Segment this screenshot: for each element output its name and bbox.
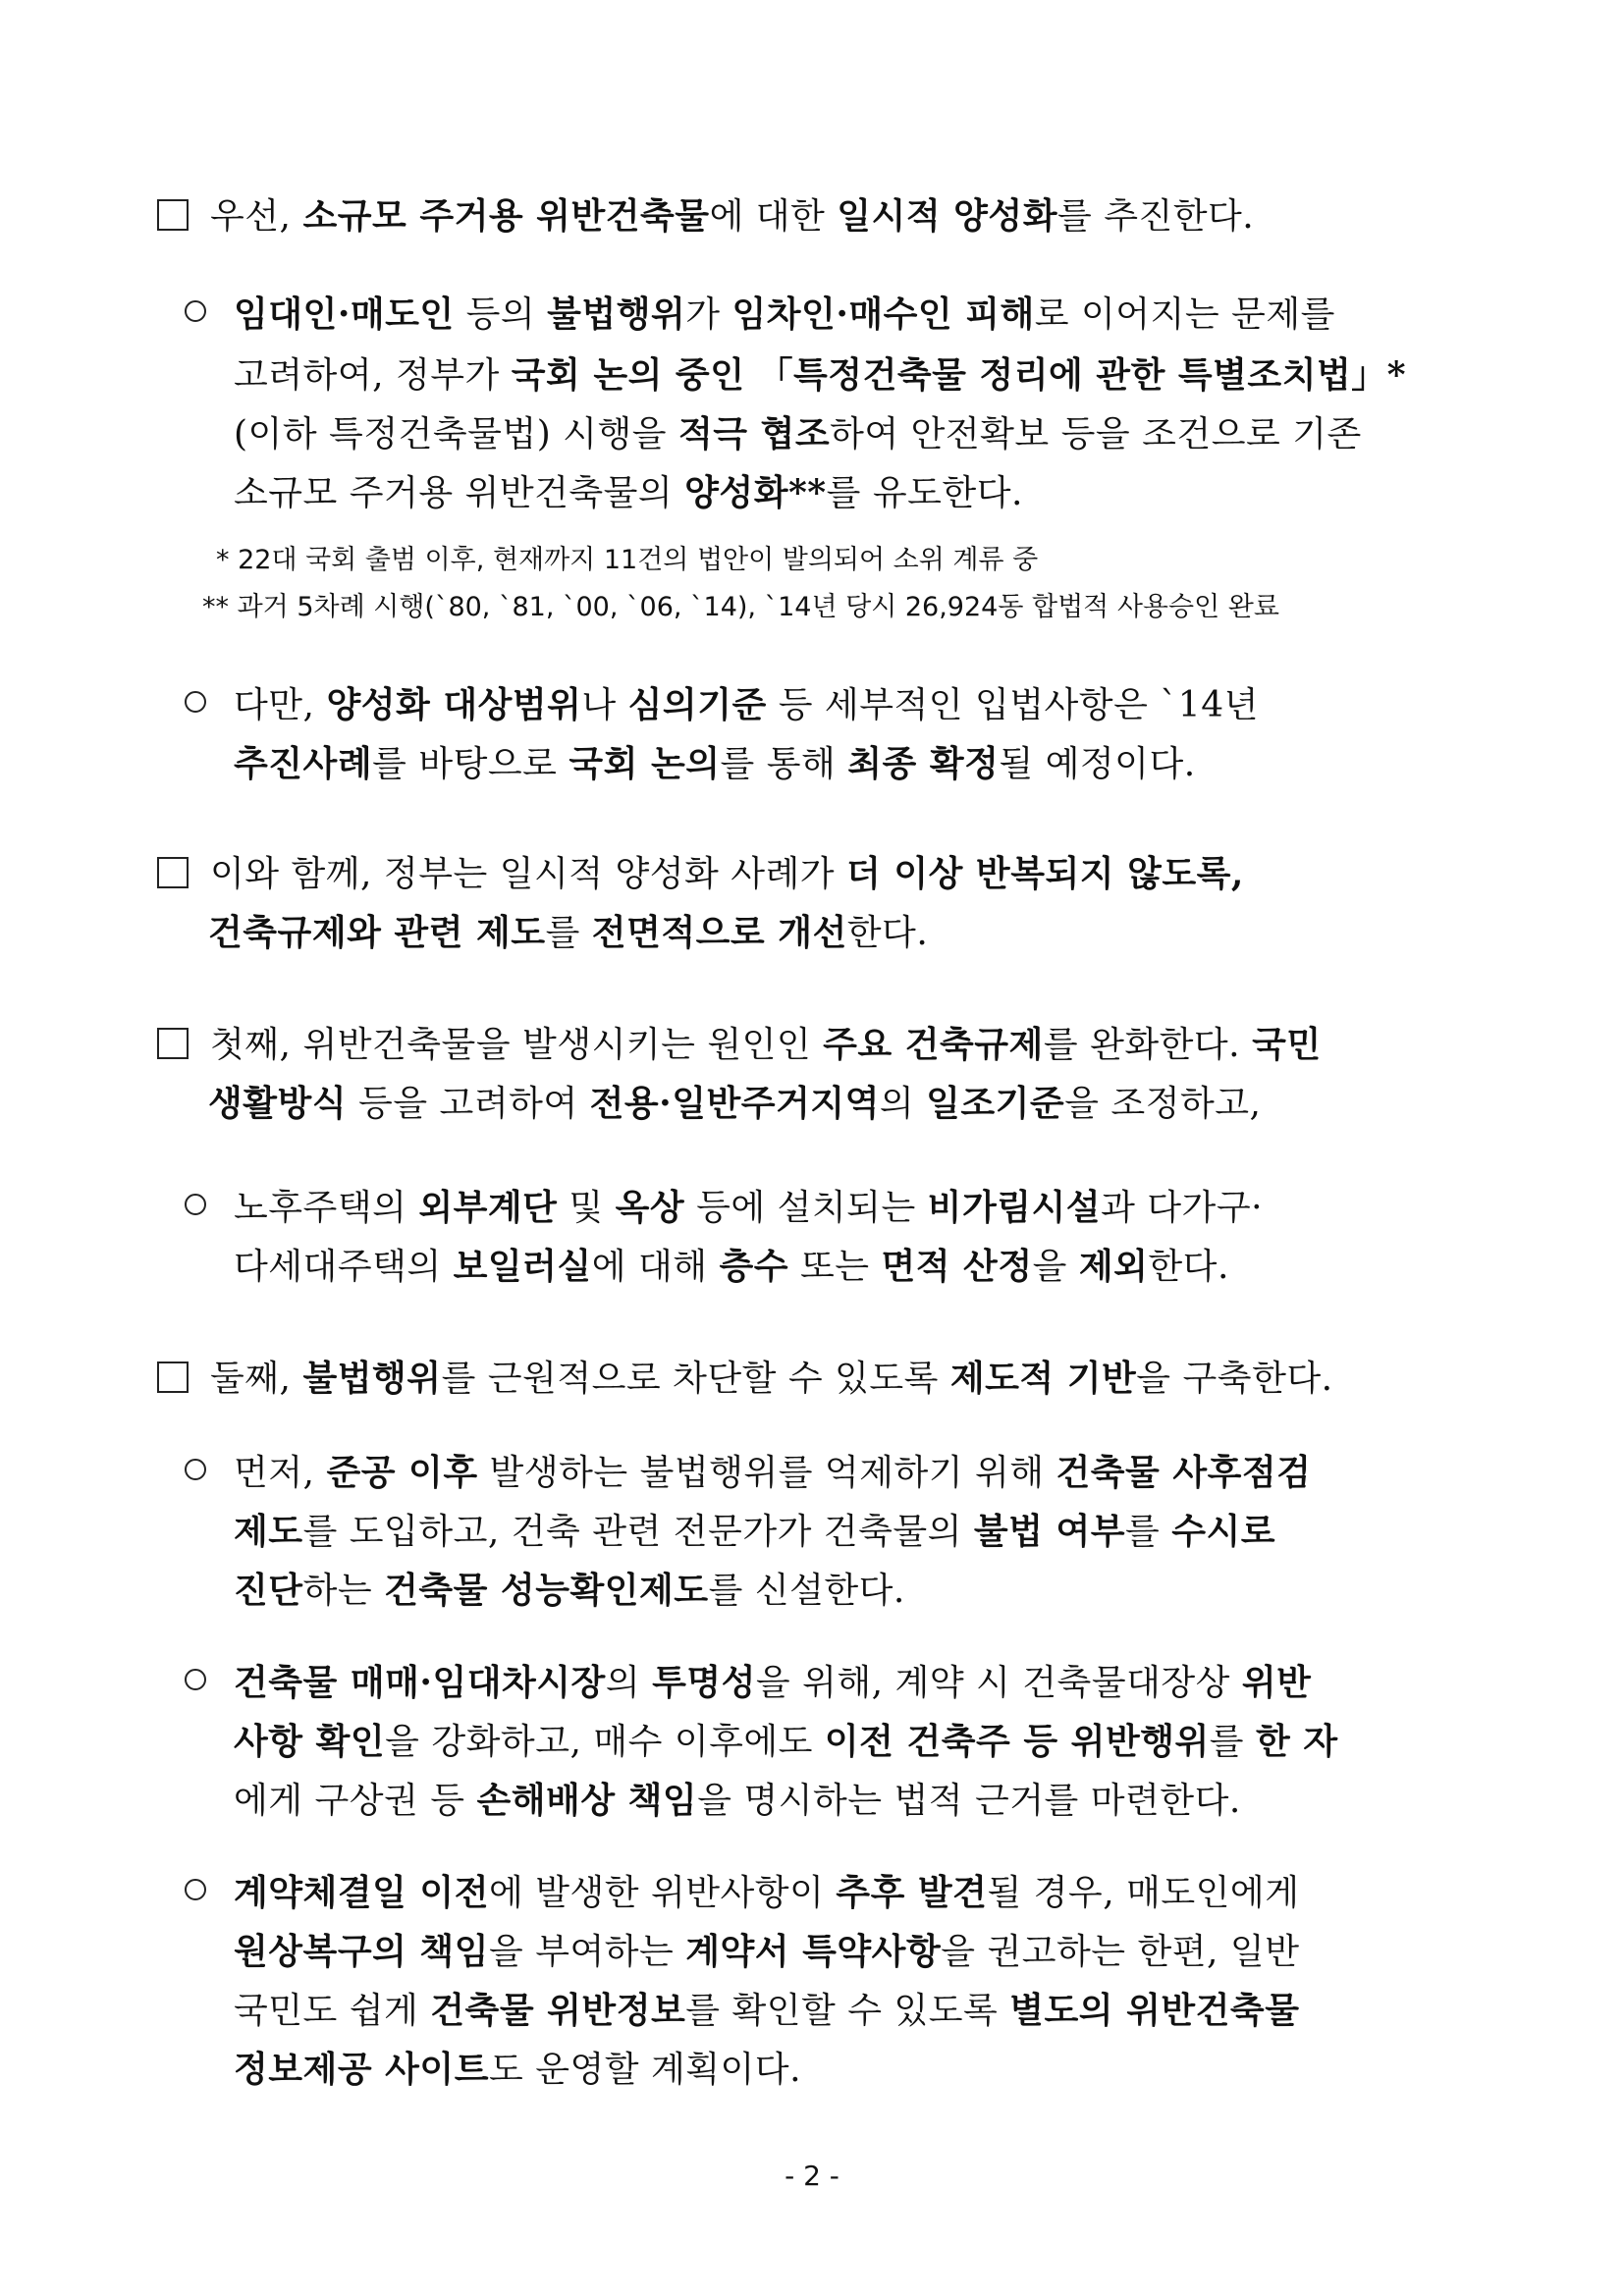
bold-text-run: 면적 산정 bbox=[881, 1246, 1033, 1287]
text-run: 에 대해 bbox=[591, 1247, 720, 1287]
bold-text-run: 불법행위 bbox=[302, 1358, 442, 1399]
bold-text-run: 한 자 bbox=[1256, 1721, 1338, 1762]
line-text bbox=[210, 1359, 1333, 1399]
text-run: 소규모 주거용 위반건축물의 bbox=[234, 473, 685, 513]
bold-text-run: 임차인·매수인 피해 bbox=[731, 294, 1035, 335]
text-run: 의 bbox=[605, 1663, 653, 1703]
bold-text-run: 준공 이후 bbox=[326, 1452, 478, 1493]
bold-text-run: 심의기준 bbox=[627, 684, 767, 725]
bold-text-run: 임대인·매도인 bbox=[234, 294, 455, 335]
bold-text-run: 국회 논의 bbox=[568, 743, 721, 784]
text-run: 둘째, bbox=[210, 1359, 303, 1399]
text-run: 을 부여하는 bbox=[488, 1932, 686, 1972]
bold-text-run: 불법행위 bbox=[547, 294, 686, 335]
line-text bbox=[234, 1991, 1299, 2031]
paragraph-line bbox=[234, 1243, 1229, 1291]
text-run: 을 강화하고, 매수 이후에도 bbox=[385, 1722, 825, 1762]
bold-text-run: 수시로 bbox=[1171, 1511, 1276, 1552]
text-run: 을 조정하고, bbox=[1064, 1084, 1262, 1124]
text-run: 를 도입하고, 건축 관련 전문가가 건축물의 bbox=[302, 1512, 974, 1552]
bold-text-run: 계약서 특약사항 bbox=[685, 1931, 942, 1972]
bold-text-run: 보일러실 bbox=[453, 1246, 592, 1287]
paragraph-line bbox=[185, 1184, 1263, 1232]
bold-text-run: 손해배상 책임 bbox=[476, 1780, 698, 1821]
line-text bbox=[234, 1781, 1241, 1821]
bold-text-run: 건축물 성능확인제도 bbox=[384, 1570, 709, 1611]
line-text bbox=[234, 1512, 1275, 1552]
paragraph-line bbox=[157, 1021, 1322, 1069]
paragraph-line bbox=[234, 1777, 1241, 1825]
paragraph-line bbox=[234, 740, 1196, 788]
footnote: ** 과거 5차례 시행(`80, `81, `00, `06, `14), `14년 당시 26,924동 합법적 사용승인 완료 bbox=[202, 592, 1279, 622]
line-text bbox=[234, 1188, 1263, 1228]
paragraph-line bbox=[185, 1449, 1311, 1497]
text-run: 고려하여, 정부가 bbox=[234, 355, 512, 396]
text-run: 을 위해, 계약 시 건축물대장상 bbox=[755, 1663, 1242, 1703]
line-text bbox=[234, 1873, 1299, 1913]
square-bullet-icon bbox=[157, 199, 189, 231]
text-run: 다세대주택의 bbox=[234, 1247, 454, 1287]
text-run: 하는 bbox=[302, 1571, 385, 1611]
bold-text-run: 진단 bbox=[234, 1570, 303, 1611]
bold-text-run: 국민 bbox=[1252, 1024, 1322, 1065]
bold-text-run: 전용·일반주거지역 bbox=[589, 1083, 880, 1124]
footnote: * 22대 국회 출범 이후, 현재까지 11건의 법안이 발의되어 소위 계류 중 bbox=[216, 545, 1039, 575]
paragraph-line bbox=[234, 2046, 801, 2094]
line-text bbox=[208, 1084, 1261, 1124]
bold-text-run: 외부계단 bbox=[418, 1187, 558, 1228]
line-text bbox=[234, 744, 1196, 784]
text-run: 될 경우, 매도인에게 bbox=[987, 1873, 1300, 1913]
line-text bbox=[234, 1247, 1229, 1287]
bold-text-run: 전면적으로 개선 bbox=[591, 912, 847, 953]
bold-text-run: 계약체결일 이전 bbox=[234, 1872, 489, 1913]
paragraph-line bbox=[234, 1508, 1275, 1556]
bold-text-run: 사항 확인 bbox=[234, 1721, 386, 1762]
bold-text-run: 별도의 위반건축물 bbox=[1009, 1990, 1300, 2031]
bold-text-run: 건축물 사후점검 bbox=[1056, 1452, 1312, 1493]
bold-text-run: 이전 건축주 등 위반행위 bbox=[824, 1721, 1210, 1762]
bold-text-run: 불법 여부 bbox=[973, 1511, 1125, 1552]
bold-text-run: 더 이상 반복되지 않도록, bbox=[846, 853, 1244, 894]
line-text bbox=[234, 355, 1406, 396]
paragraph-line bbox=[208, 1080, 1261, 1128]
text-run: 우선, bbox=[210, 196, 303, 237]
square-bullet-icon bbox=[157, 1028, 189, 1059]
line-text bbox=[234, 1453, 1311, 1493]
square-bullet-icon bbox=[157, 1362, 189, 1393]
bold-text-run: 투명성 bbox=[652, 1662, 756, 1703]
square-bullet-icon bbox=[157, 857, 189, 888]
bold-text-run: 국회 논의 중인 「특정건축물 정리에 관한 특별조치법」* bbox=[511, 354, 1407, 396]
paragraph-line bbox=[157, 1355, 1333, 1403]
text-run: 를 근원적으로 차단할 수 있도록 bbox=[441, 1359, 950, 1399]
text-run: 한다. bbox=[1148, 1247, 1229, 1287]
bold-text-run: 비가림시설 bbox=[927, 1187, 1102, 1228]
paragraph-line bbox=[234, 1987, 1299, 2035]
bold-text-run: 위반 bbox=[1241, 1662, 1312, 1703]
bold-text-run: 옥상 bbox=[615, 1187, 685, 1228]
text-run: 등을 고려하여 bbox=[347, 1084, 590, 1124]
bold-text-run: 일시적 양성화 bbox=[837, 195, 1057, 237]
line-text bbox=[234, 1722, 1338, 1762]
bold-text-run: 제도 bbox=[234, 1511, 303, 1552]
bold-text-run: 양성화** bbox=[684, 472, 827, 513]
bold-text-run: 제도적 기반 bbox=[949, 1358, 1137, 1399]
line-text bbox=[234, 414, 1362, 454]
text-run: 및 bbox=[557, 1188, 616, 1228]
paragraph-line bbox=[234, 351, 1406, 400]
text-run: 에 발생한 위반사항이 bbox=[488, 1873, 837, 1913]
text-run: 을 명시하는 법적 근거를 마련한다. bbox=[697, 1781, 1241, 1821]
bold-text-run: 건축물 위반정보 bbox=[430, 1990, 686, 2031]
bold-text-run: 일조기준 bbox=[926, 1083, 1065, 1124]
text-run: 이와 함께, 정부는 일시적 양성화 사례가 bbox=[210, 854, 847, 894]
paragraph-line bbox=[185, 1659, 1311, 1707]
paragraph-line bbox=[185, 291, 1335, 339]
line-text bbox=[234, 1663, 1311, 1703]
text-run: 를 bbox=[1209, 1722, 1257, 1762]
text-run: 를 신설한다. bbox=[708, 1571, 905, 1611]
text-run: 나 bbox=[581, 685, 628, 725]
bold-text-run: 주요 건축규제 bbox=[823, 1024, 1044, 1065]
bold-text-run: 최종 확정 bbox=[847, 743, 1000, 784]
bold-text-run: 정보제공 사이트 bbox=[234, 2049, 489, 2090]
paragraph-line bbox=[234, 1928, 1299, 1976]
bold-text-run: 건축규제와 관련 제도 bbox=[208, 912, 546, 953]
text-run: 를 확인할 수 있도록 bbox=[685, 1991, 1010, 2031]
text-run: 한다. bbox=[846, 913, 929, 953]
text-run: 을 권고하는 한편, 일반 bbox=[941, 1932, 1300, 1972]
paragraph-line bbox=[234, 469, 1023, 517]
text-run: 를 통해 bbox=[720, 744, 848, 784]
line-text bbox=[210, 196, 1254, 237]
line-text bbox=[208, 913, 928, 953]
circle-bullet-icon bbox=[185, 1194, 206, 1215]
text-run: 발생하는 불법행위를 억제하기 위해 bbox=[477, 1453, 1056, 1493]
paragraph-line bbox=[185, 1869, 1299, 1917]
text-run: 를 바탕으로 bbox=[372, 744, 569, 784]
text-run: 다만, bbox=[234, 685, 327, 725]
bold-text-run: 소규모 주거용 위반건축물 bbox=[302, 195, 710, 237]
text-run: 먼저, bbox=[234, 1453, 327, 1493]
bold-text-run: 원상복구의 책임 bbox=[234, 1931, 489, 1972]
circle-bullet-icon bbox=[185, 300, 206, 322]
circle-bullet-icon bbox=[185, 1669, 206, 1690]
paragraph-line bbox=[157, 850, 1244, 898]
bold-text-run: 생활방식 bbox=[208, 1083, 348, 1124]
text-run: (이하 특정건축물법) 시행을 bbox=[234, 414, 678, 454]
line-text bbox=[234, 294, 1335, 335]
circle-bullet-icon bbox=[185, 1459, 206, 1480]
text-run: 로 이어지는 문제를 bbox=[1034, 294, 1335, 335]
text-run: 에게 구상권 등 bbox=[234, 1781, 477, 1821]
bold-text-run: 제외 bbox=[1078, 1246, 1149, 1287]
paragraph-line bbox=[185, 681, 1259, 729]
line-text bbox=[234, 2050, 801, 2090]
line-text bbox=[234, 473, 1023, 513]
text-run: 를 유도한다. bbox=[826, 473, 1023, 513]
bold-text-run: 적극 협조 bbox=[677, 413, 831, 454]
bold-text-run: 층수 bbox=[719, 1246, 788, 1287]
bold-text-run: 건축물 매매·임대차시장 bbox=[234, 1662, 606, 1703]
text-run: 국민도 쉽게 bbox=[234, 1991, 431, 2031]
text-run: 가 bbox=[685, 294, 732, 335]
text-run: 를 완화한다. bbox=[1043, 1025, 1253, 1065]
paragraph-line bbox=[234, 1567, 905, 1615]
text-run: 를 bbox=[545, 913, 592, 953]
text-run: 또는 bbox=[788, 1247, 882, 1287]
paragraph-line bbox=[157, 192, 1254, 240]
paragraph-line bbox=[234, 410, 1362, 458]
text-run: 첫째, 위반건축물을 발생시키는 원인인 bbox=[210, 1025, 824, 1065]
bold-text-run: 추후 발견 bbox=[836, 1872, 988, 1913]
text-run: 등 세부적인 입법사항은 `14년 bbox=[766, 685, 1259, 725]
paragraph-line bbox=[234, 1718, 1338, 1766]
text-run: 의 bbox=[879, 1084, 927, 1124]
line-text bbox=[234, 1932, 1299, 1972]
text-run: 을 구축한다. bbox=[1136, 1359, 1333, 1399]
text-run: 과 다가구· bbox=[1101, 1188, 1264, 1228]
line-text bbox=[234, 1571, 905, 1611]
text-run: 노후주택의 bbox=[234, 1188, 419, 1228]
line-text bbox=[210, 854, 1244, 894]
circle-bullet-icon bbox=[185, 1879, 206, 1900]
text-run: 을 bbox=[1032, 1247, 1079, 1287]
paragraph-line bbox=[208, 909, 928, 957]
line-text bbox=[234, 685, 1259, 725]
page-number: - 2 - bbox=[785, 2160, 839, 2192]
text-run: 등에 설치되는 bbox=[684, 1188, 928, 1228]
line-text bbox=[210, 1025, 1322, 1065]
text-run: 하여 안전확보 등을 조건으로 기존 bbox=[830, 414, 1362, 454]
text-run: 도 운영할 계획이다. bbox=[488, 2050, 802, 2090]
bold-text-run: 양성화 대상범위 bbox=[326, 684, 582, 725]
text-run: 등의 bbox=[454, 294, 548, 335]
text-run: 를 bbox=[1125, 1512, 1172, 1552]
bold-text-run: 추진사례 bbox=[234, 743, 373, 784]
circle-bullet-icon bbox=[185, 691, 206, 713]
text-run: 에 대한 bbox=[709, 196, 838, 237]
text-run: 될 예정이다. bbox=[999, 744, 1196, 784]
text-run: 를 추진한다. bbox=[1056, 196, 1255, 237]
